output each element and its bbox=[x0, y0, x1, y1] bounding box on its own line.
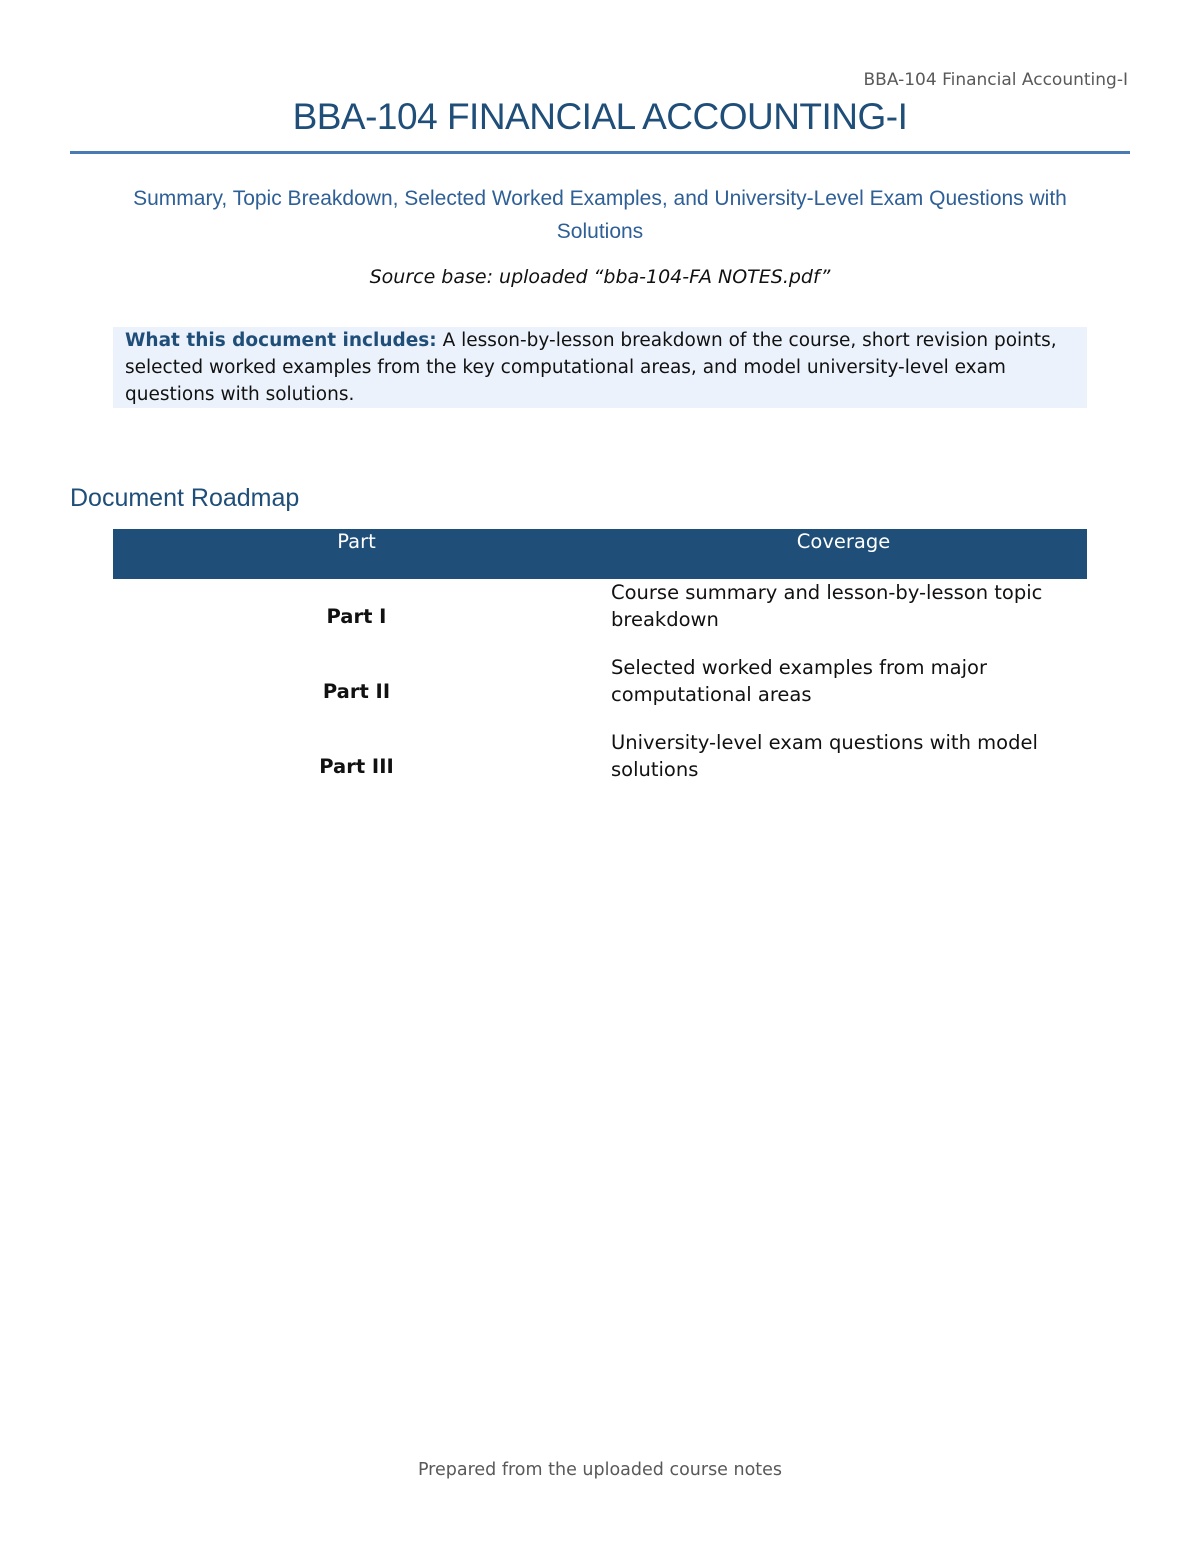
part-cell: Part II bbox=[322, 680, 391, 703]
part-cell: Part III bbox=[319, 755, 394, 778]
title-divider bbox=[70, 151, 1130, 154]
page-footer: Prepared from the uploaded course notes bbox=[417, 1460, 783, 1480]
part-cell: Part I bbox=[326, 605, 387, 628]
coverage-cell: University-level exam questions with model solutions bbox=[611, 731, 1038, 781]
callout-lead: What this document includes: bbox=[125, 330, 437, 351]
table-row bbox=[113, 579, 1087, 654]
document-title: BBA-104 FINANCIAL ACCOUNTING-I bbox=[292, 96, 908, 137]
running-header: BBA-104 Financial Accounting-I bbox=[863, 70, 1128, 90]
table-row bbox=[113, 729, 1087, 804]
roadmap-heading: Document Roadmap bbox=[70, 484, 300, 512]
includes-callout bbox=[113, 327, 1087, 408]
coverage-cell: Selected worked examples from major computational areas bbox=[611, 656, 987, 706]
column-header-part: Part bbox=[113, 529, 600, 579]
roadmap-table bbox=[113, 529, 1087, 804]
coverage-cell: Course summary and lesson-by-lesson topic breakdown bbox=[611, 581, 1043, 631]
callout-text: A lesson-by-lesson breakdown of the course, short revision points, selected worked examples from the key computational areas, and model university-level exam questions with solutions. bbox=[125, 330, 1057, 405]
document-subtitle: Summary, Topic Breakdown, Selected Worked Examples, and University-Level Exam Questions with Solutions bbox=[133, 187, 1067, 243]
column-header-coverage: Coverage bbox=[600, 529, 1087, 579]
roadmap-header-row bbox=[113, 529, 1087, 579]
table-row bbox=[113, 654, 1087, 729]
source-line: Source base: uploaded “bba-104-FA NOTES.pdf” bbox=[369, 266, 831, 288]
